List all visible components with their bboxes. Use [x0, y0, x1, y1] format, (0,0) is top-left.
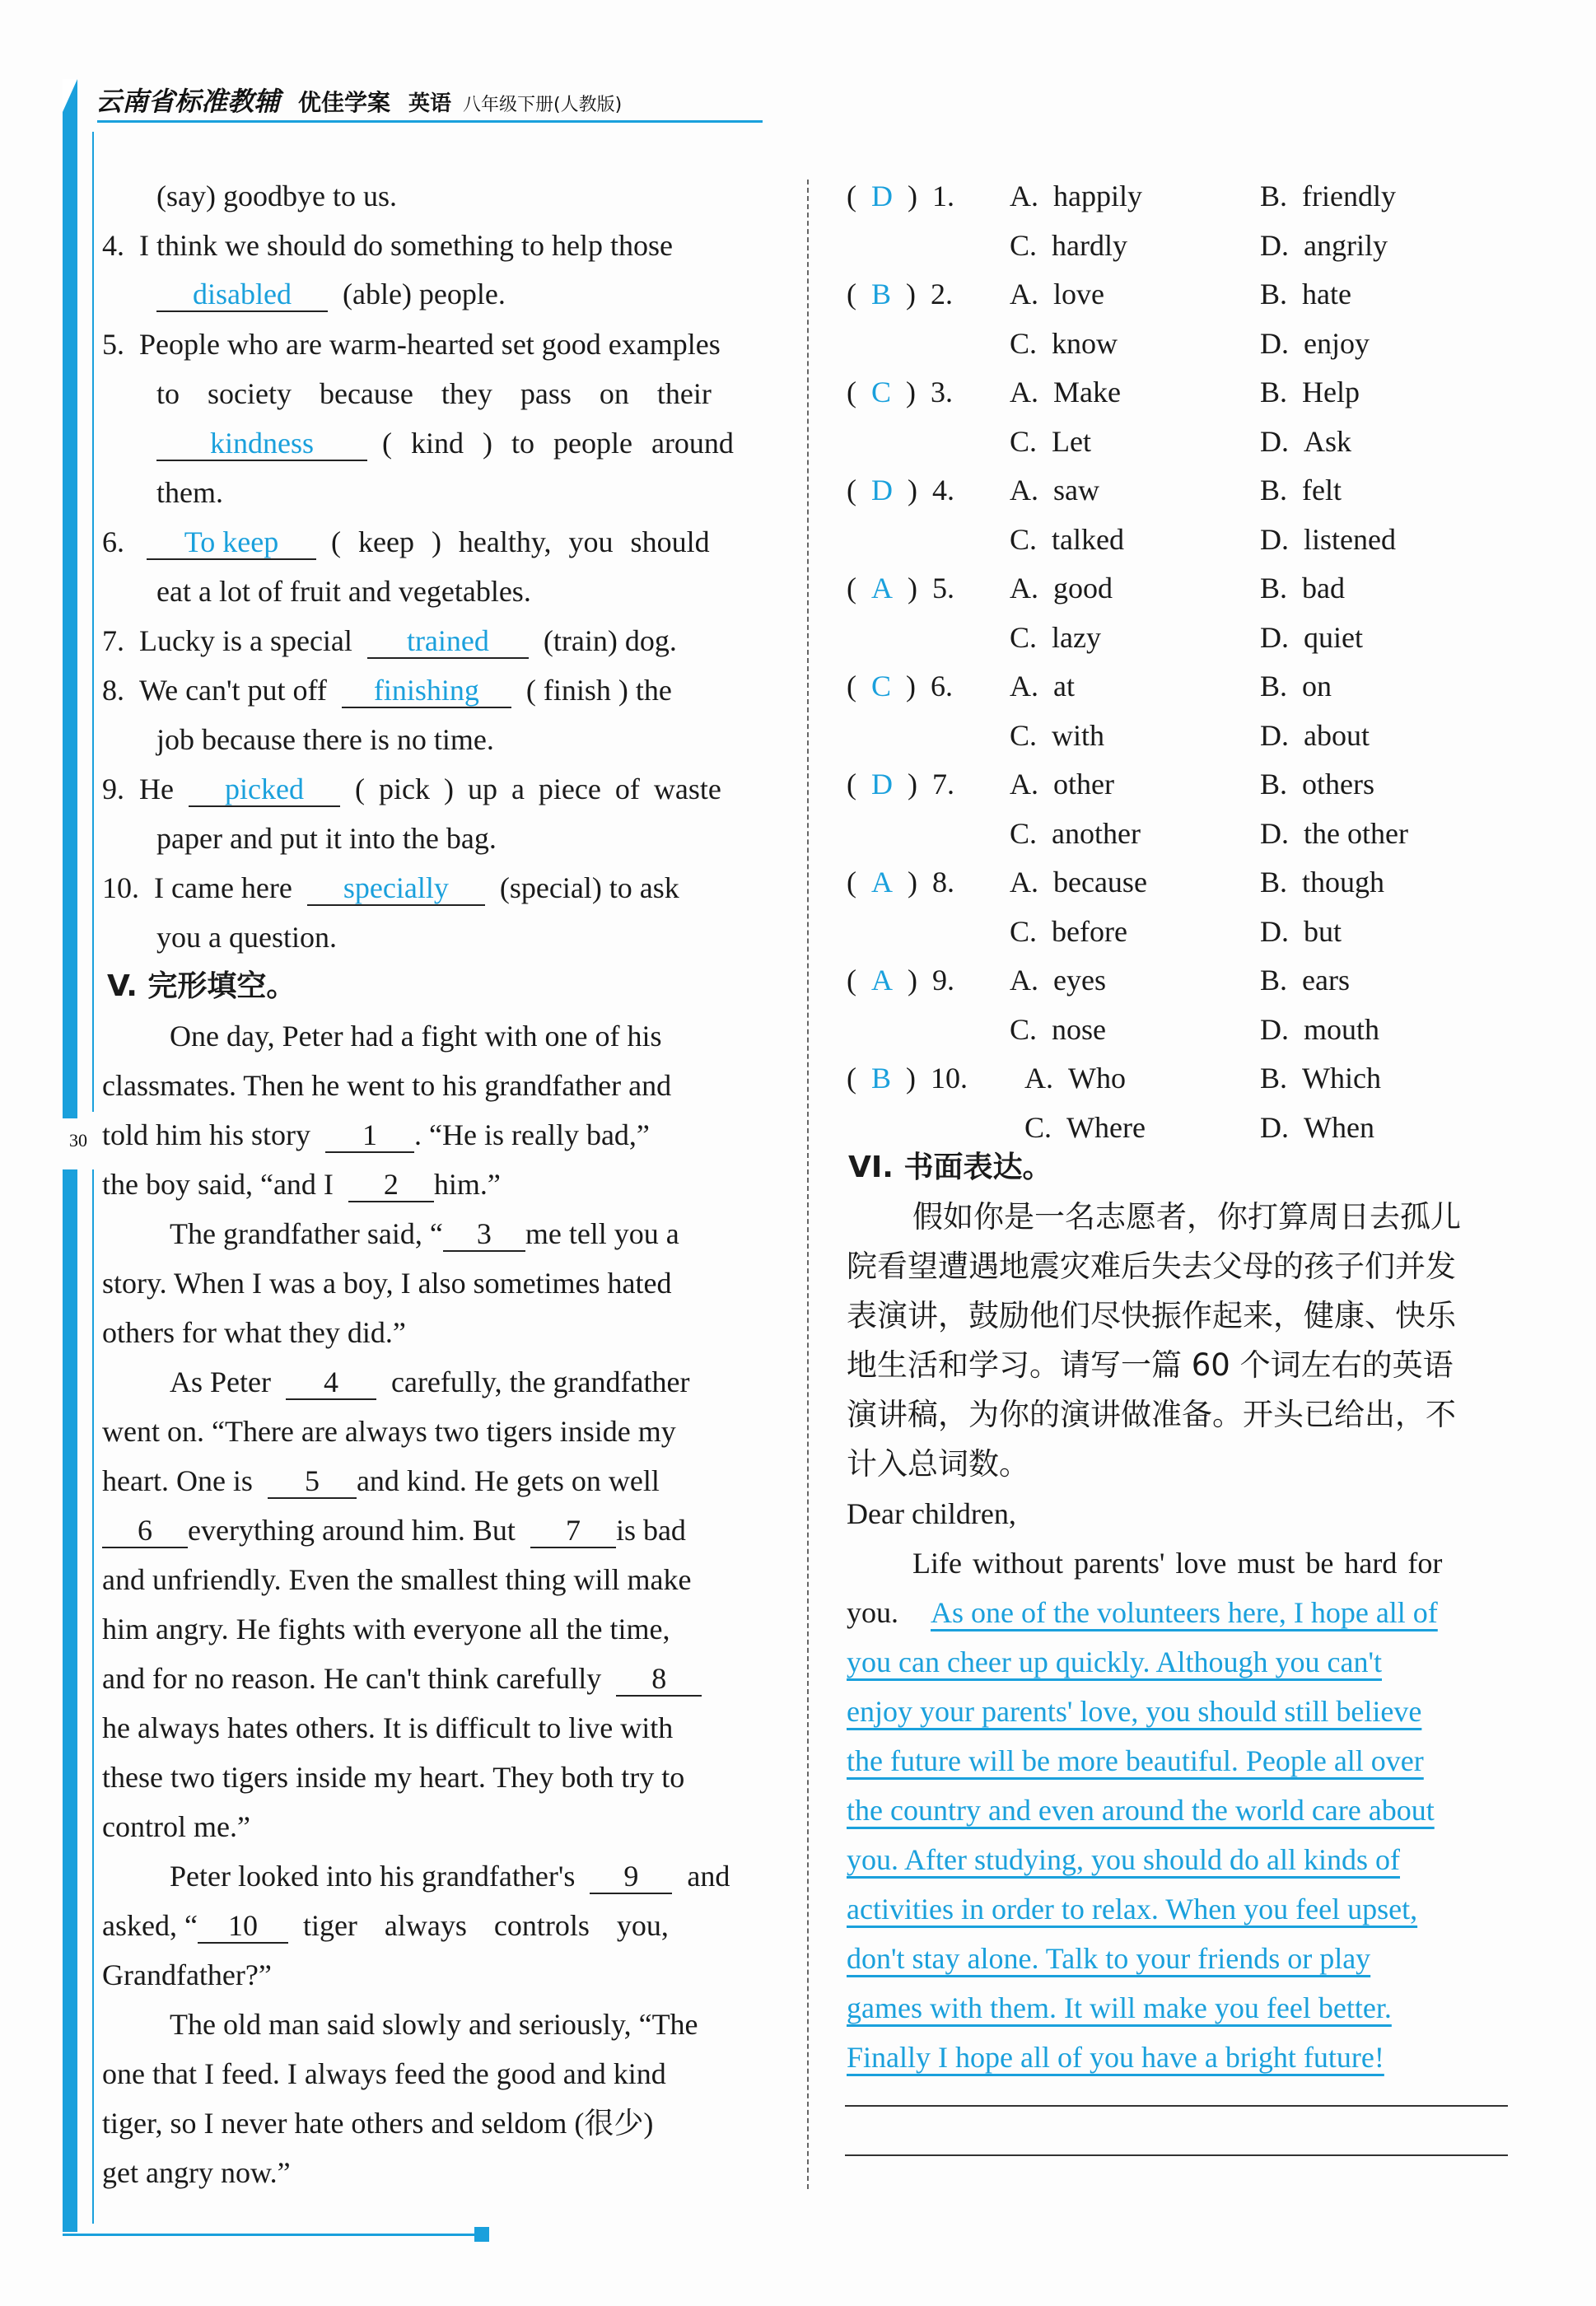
- item10-line2: you a question.: [156, 921, 337, 954]
- item10-line1: 10. I came here specially (special) to ask: [102, 871, 679, 904]
- option-c: C. lazy: [1010, 620, 1101, 654]
- item8-answer: finishing: [342, 674, 511, 708]
- blank-7: 7: [530, 1514, 616, 1548]
- option-a: A. love: [1010, 278, 1104, 310]
- item6-line1: 6. To keep ( keep ) healthy, you should: [102, 525, 710, 558]
- option-a: A. eyes: [1010, 964, 1106, 997]
- section5-title: V. 完形填空。: [107, 969, 296, 1003]
- passage-line: classmates. Then he went to his grandfather and: [102, 1069, 672, 1102]
- option-d: D. enjoy: [1260, 326, 1370, 360]
- item5-line1: 5. People who are warm-hearted set good examples: [102, 328, 721, 361]
- option-a: A. happily: [1010, 180, 1142, 212]
- blank-8: 8: [616, 1662, 702, 1697]
- section6-title: VI. 书面表达。: [848, 1151, 1052, 1184]
- page-header: [96, 81, 622, 119]
- item8-line1: 8. We can't put off finishing ( finish ) the: [102, 674, 672, 707]
- option-c: C. hardly: [1010, 228, 1127, 262]
- cloze-question-number: ( C ) 3.: [847, 376, 954, 408]
- option-a: A. good: [1010, 572, 1113, 605]
- essay-line: As one of the volunteers here, I hope all of: [931, 1596, 1438, 1629]
- item9-answer: picked: [189, 773, 340, 807]
- item4-line1: 4. I think we should do something to help those: [102, 229, 673, 262]
- option-d: D. quiet: [1260, 620, 1363, 654]
- header-underline: [97, 120, 763, 123]
- option-d: D. angrily: [1260, 228, 1388, 262]
- item9-line1: 9. He picked ( pick ) up a piece of waste: [102, 773, 721, 805]
- cloze-question-number: ( A ) 5.: [847, 572, 954, 605]
- writing-rule: [845, 2154, 1508, 2156]
- passage-line: control me.”: [102, 1810, 250, 1843]
- item8-line2: job because there is no time.: [156, 723, 494, 756]
- blank-1: 1: [325, 1118, 414, 1153]
- item4-answer: disabled: [156, 278, 328, 312]
- option-d: D. Ask: [1260, 424, 1352, 458]
- item10-answer: specially: [307, 871, 485, 906]
- option-d: D. When: [1260, 1110, 1374, 1144]
- passage-line: As Peter 4 carefully, the grandfather: [170, 1365, 690, 1398]
- prompt-line: 地生活和学习。请写一篇 60 个词左右的英语: [847, 1347, 1454, 1383]
- cloze-answer-letter: C: [871, 670, 892, 703]
- cloze-question-number: ( B ) 2.: [847, 278, 954, 310]
- option-d: D. the other: [1260, 816, 1408, 850]
- item7-answer: trained: [367, 624, 529, 659]
- prompt-line: 院看望遭遇地震灾难后失去父母的孩子们并发: [847, 1249, 1456, 1284]
- cloze-answer-letter: D: [871, 768, 893, 801]
- option-b: B. bad: [1260, 572, 1345, 605]
- option-d: D. mouth: [1260, 1012, 1380, 1046]
- option-c: C. before: [1010, 914, 1127, 948]
- blank-5: 5: [268, 1464, 357, 1499]
- cloze-question-number: ( A ) 9.: [847, 964, 954, 997]
- passage-line: one that I feed. I always feed the good and kind: [102, 2057, 666, 2090]
- passage-line: heart. One is 5 and kind. He gets on well: [102, 1464, 660, 1497]
- passage-line: Peter looked into his grandfather's 9 and: [170, 1860, 730, 1893]
- option-a: A. saw: [1010, 474, 1099, 506]
- prompt-line: 表演讲，鼓励他们尽快振作起来，健康、快乐: [847, 1298, 1456, 1333]
- passage-line: these two tigers inside my heart. They both try to: [102, 1761, 685, 1794]
- passage-line: and unfriendly. Even the smallest thing will make: [102, 1563, 692, 1596]
- cloze-question-number: ( A ) 8.: [847, 866, 954, 899]
- option-b: B. hate: [1260, 278, 1351, 310]
- blank-6: 6: [102, 1514, 188, 1548]
- passage-line: The old man said slowly and seriously, “The: [170, 2008, 698, 2041]
- prompt-line: 计入总词数。: [847, 1446, 1029, 1482]
- cloze-answer-letter: A: [871, 572, 893, 605]
- option-c: C. another: [1010, 816, 1141, 850]
- option-b: B. Help: [1260, 376, 1360, 408]
- option-b: B. Which: [1260, 1062, 1381, 1095]
- option-d: D. but: [1260, 914, 1342, 948]
- left-margin-bar-bottom: [63, 1169, 77, 2232]
- option-d: D. listened: [1260, 522, 1396, 556]
- passage-line: told him his story 1 . “He is really bad,”: [102, 1118, 650, 1151]
- essay-line: the future will be more beautiful. People all over: [847, 1744, 1424, 1777]
- item5-line2: to society because they pass on their: [156, 377, 712, 410]
- blank-9: 9: [590, 1860, 672, 1894]
- cloze-answer-letter: A: [871, 866, 893, 899]
- item9-line2: paper and put it into the bag.: [156, 822, 497, 855]
- header-grade: 八年级下册(人教版): [463, 95, 623, 115]
- left-margin-bar-top: [63, 79, 77, 1118]
- option-c: C. talked: [1010, 522, 1124, 556]
- essay-line: Finally I hope all of you have a bright future!: [847, 2041, 1384, 2074]
- item7-line1: 7. Lucky is a special trained (train) dog.: [102, 624, 677, 657]
- passage-line: One day, Peter had a fight with one of his: [170, 1020, 662, 1053]
- option-c: C. nose: [1010, 1012, 1107, 1046]
- option-a: A. other: [1010, 768, 1114, 801]
- left-margin-thin-line-top: [92, 132, 94, 1112]
- option-a: A. because: [1010, 866, 1147, 899]
- header-book: 优佳学案: [298, 89, 391, 116]
- option-b: B. friendly: [1260, 180, 1396, 212]
- passage-line: the boy said, “and I 2 him.”: [102, 1168, 501, 1201]
- passage-line: he always hates others. It is difficult to live with: [102, 1711, 674, 1744]
- option-a: A. at: [1010, 670, 1075, 703]
- essay-opening-tail: you.: [847, 1596, 898, 1629]
- passage-line: and for no reason. He can't think carefully 8: [102, 1660, 702, 1697]
- item4-line2: disabled (able) people.: [156, 276, 506, 312]
- blank-10: 10: [198, 1909, 288, 1944]
- option-c: C. Where: [1024, 1110, 1146, 1144]
- essay-greeting: Dear children,: [847, 1497, 1016, 1530]
- cloze-answer-letter: B: [871, 278, 892, 310]
- passage-line: get angry now.”: [102, 2156, 291, 2189]
- column-divider: [807, 180, 809, 2189]
- blank-3: 3: [443, 1217, 525, 1252]
- cloze-answer-letter: A: [871, 964, 893, 997]
- item5-line4: them.: [156, 476, 223, 509]
- option-b: B. on: [1260, 670, 1332, 703]
- option-c: C. Let: [1010, 424, 1091, 458]
- item6-answer: To keep: [147, 525, 316, 560]
- cloze-answer-letter: C: [871, 376, 892, 408]
- passage-line: others for what they did.”: [102, 1316, 406, 1349]
- prompt-line: 假如你是一名志愿者，你打算周日去孤儿: [912, 1199, 1461, 1235]
- essay-line: games with them. It will make you feel better.: [847, 1991, 1392, 2024]
- option-b: B. felt: [1260, 474, 1342, 506]
- writing-rule: [845, 2105, 1508, 2107]
- blank-4: 4: [286, 1365, 376, 1400]
- passage-line: 6 everything around him. But 7 is bad: [102, 1512, 686, 1548]
- cloze-answer-letter: D: [871, 474, 893, 506]
- cloze-answer-letter: D: [871, 180, 893, 212]
- essay-line: the country and even around the world care about: [847, 1794, 1435, 1827]
- passage-line: Grandfather?”: [102, 1958, 272, 1991]
- cloze-question-number: ( D ) 7.: [847, 768, 954, 801]
- passage-line: tiger, so I never hate others and seldom (很少): [102, 2107, 654, 2140]
- option-d: D. about: [1260, 718, 1370, 752]
- header-subject: 英语: [408, 91, 452, 116]
- item3-tail: (say) goodbye to us.: [156, 180, 397, 212]
- essay-line: enjoy your parents' love, you should still believe: [847, 1695, 1422, 1728]
- item6-line2: eat a lot of fruit and vegetables.: [156, 575, 531, 608]
- option-c: C. with: [1010, 718, 1105, 752]
- essay-line: don't stay alone. Talk to your friends or play: [847, 1942, 1371, 1975]
- item5-answer: kindness: [156, 427, 367, 461]
- option-b: B. ears: [1260, 964, 1350, 997]
- blank-2: 2: [348, 1168, 434, 1202]
- option-c: C. know: [1010, 326, 1118, 360]
- footer-square: [474, 2227, 489, 2242]
- cloze-question-number: ( D ) 4.: [847, 474, 954, 506]
- essay-line: you can cheer up quickly. Although you can't: [847, 1645, 1382, 1678]
- page-number: 30: [69, 1130, 87, 1151]
- option-b: B. others: [1260, 768, 1374, 801]
- passage-line: The grandfather said, “ 3 me tell you a: [170, 1217, 679, 1250]
- left-margin-thin-line-bottom: [92, 1169, 94, 2224]
- cloze-answer-letter: B: [871, 1062, 892, 1095]
- essay-line: you. After studying, you should do all kinds of: [847, 1843, 1400, 1876]
- footer-line: [63, 2234, 479, 2236]
- cloze-question-number: ( C ) 6.: [847, 670, 954, 703]
- passage-line: asked, “ 10 tiger always controls you,: [102, 1909, 669, 1942]
- essay-line: activities in order to relax. When you feel upset,: [847, 1893, 1418, 1926]
- header-series: 云南省标准教辅: [96, 86, 281, 117]
- passage-line: went on. “There are always two tigers inside my: [102, 1415, 676, 1448]
- item5-line3: kindness ( kind ) to people around: [156, 425, 734, 461]
- passage-line: him angry. He fights with everyone all the time,: [102, 1613, 670, 1645]
- cloze-question-number: ( B ) 10.: [847, 1062, 968, 1095]
- cloze-question-number: ( D ) 1.: [847, 180, 954, 212]
- option-a: A. Make: [1010, 376, 1121, 408]
- passage-line: story. When I was a boy, I also sometimes hated: [102, 1267, 672, 1300]
- option-b: B. though: [1260, 866, 1385, 899]
- essay-opening: Life without parents' love must be hard for: [912, 1547, 1443, 1580]
- prompt-line: 演讲稿，为你的演讲做准备。开头已给出，不: [847, 1397, 1456, 1432]
- option-a: A. Who: [1024, 1062, 1126, 1095]
